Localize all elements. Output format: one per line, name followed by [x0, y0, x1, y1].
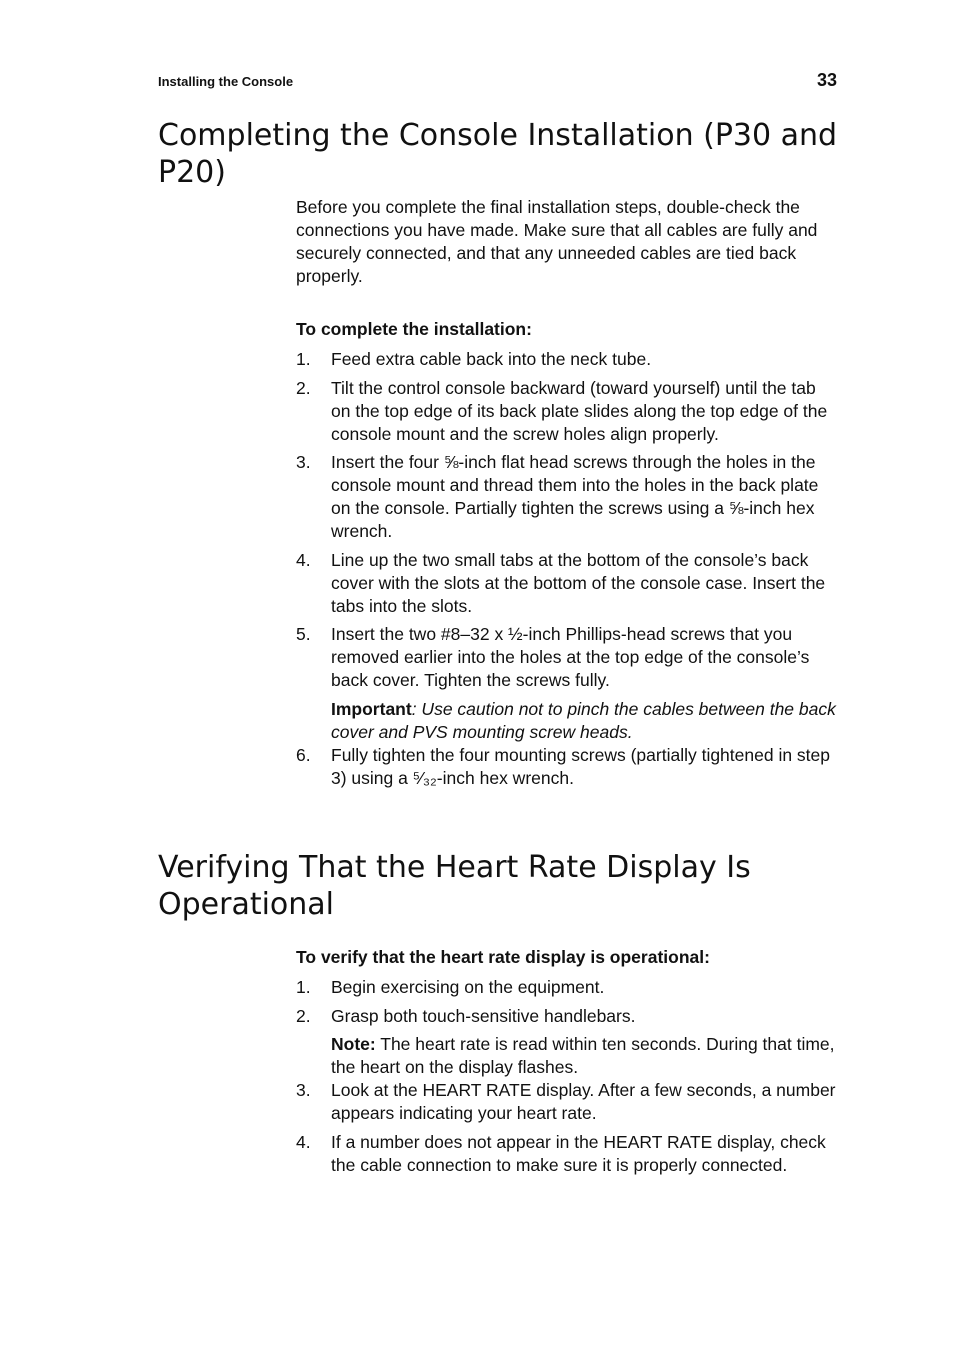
list-item — [296, 348, 836, 371]
list-item — [296, 1005, 836, 1028]
step-number: 2. — [296, 377, 311, 398]
list-item — [296, 976, 836, 999]
step-number: 6. — [296, 744, 311, 765]
section-title-verify-heart-rate: Verifying That the Heart Rate Display Is Operational — [158, 850, 751, 922]
section-title-completing-installation: Completing the Console Installation (P30 and P20) — [158, 118, 838, 190]
list-item — [296, 1079, 836, 1125]
step-text: Begin exercising on the equipment. — [331, 977, 605, 997]
list-item — [296, 744, 836, 790]
step-text: Tilt the control console backward (toward yourself) until the tab on the top edge of its back plate slides along the top edge of the console mount and the screw holes align properly. — [331, 377, 828, 444]
step-text: Insert the two #8–32 x ½-inch Phillips-head screws that you removed earlier into the holes at the top edge of the console’s back cover. Tighten the screws fully. — [331, 624, 810, 690]
verify-steps-list — [296, 976, 836, 1028]
list-item — [296, 377, 836, 446]
section-verify-heart-rate-body — [296, 946, 836, 1182]
step-text: Insert the four ⅝-inch flat head screws through the holes in the console mount and thread them into the holes in the back plate on the console. Partially tighten the screws using a ⅝-inch hex wrench. — [331, 452, 819, 541]
running-head: Installing the Console — [158, 74, 294, 89]
note-label: Note: — [331, 1034, 376, 1054]
step-text: Look at the HEART RATE display. After a few seconds, a number appears indicating your heart rate. — [331, 1080, 836, 1123]
step-number: 3. — [296, 1080, 311, 1100]
note-text: The heart rate is read within ten seconds. During that time, the heart on the display flashes. — [331, 1034, 835, 1077]
step-text: Fully tighten the four mounting screws (partially tightened in step 3) using a ⁵⁄₃₂-inch hex wrench. — [331, 744, 831, 788]
list-item — [296, 623, 836, 692]
installation-steps-list — [296, 348, 836, 692]
intro-paragraph: Before you complete the final installation steps, double-check the connections you have made. Make sure that all cables are fully and securely connected, and that any unneeded cables are tied back properly. — [296, 197, 818, 286]
step-text: Line up the two small tabs at the bottom of the console’s back cover with the slots at the bottom of the console case. Insert the tabs into the slots. — [331, 549, 826, 616]
procedure-title-verify-heart-rate: To verify that the heart rate display is operational: — [296, 947, 710, 967]
list-item — [296, 451, 836, 543]
step-number: 4. — [296, 549, 311, 570]
step-text: If a number does not appear in the HEART RATE display, check the cable connection to make sure it is properly connected. — [331, 1131, 826, 1175]
step-number: 5. — [296, 624, 311, 644]
installation-steps-list-continued — [296, 744, 836, 790]
step-text: Feed extra cable back into the neck tube. — [331, 349, 652, 369]
step-number: 2. — [296, 1005, 311, 1026]
important-label: Important — [331, 698, 412, 719]
heart-rate-note — [296, 1033, 836, 1079]
step-text: Grasp both touch-sensitive handlebars. — [331, 1005, 636, 1026]
step-number: 4. — [296, 1131, 311, 1152]
list-item — [296, 549, 836, 618]
list-item — [296, 1131, 836, 1177]
step-number: 1. — [296, 977, 311, 997]
page-number: 33 — [816, 70, 837, 90]
step-number: 3. — [296, 452, 311, 472]
procedure-title-complete-installation: To complete the installation: — [296, 319, 532, 339]
section-completing-installation-body — [296, 196, 836, 795]
important-text: : Use caution not to pinch the cables between the back cover and PVS mounting screw heads. — [331, 698, 836, 742]
important-note — [296, 698, 836, 744]
verify-steps-list-continued — [296, 1079, 836, 1177]
step-number: 1. — [296, 349, 311, 369]
